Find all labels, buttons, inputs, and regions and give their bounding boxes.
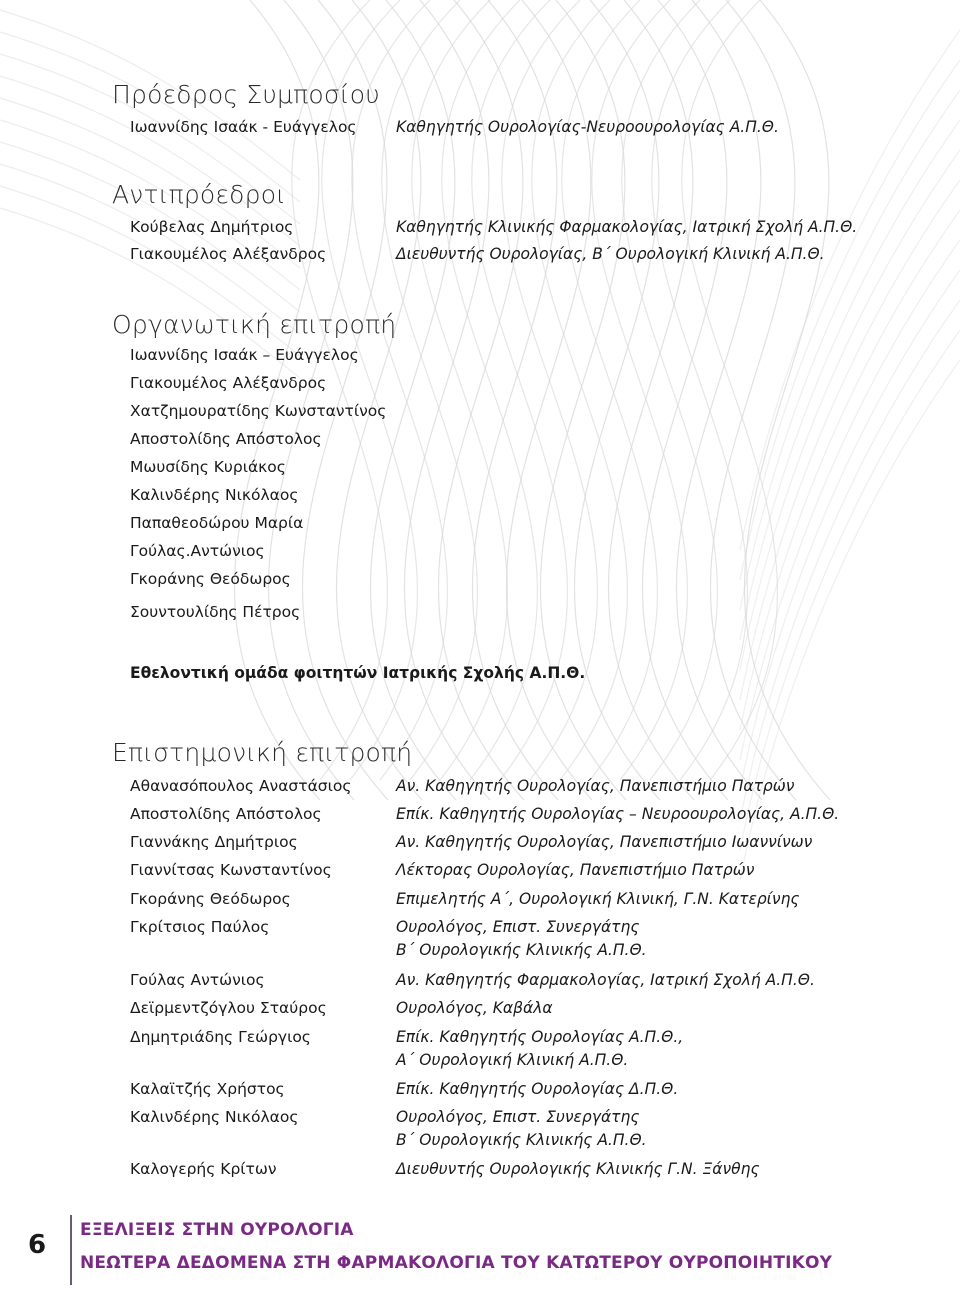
scientific-member-name: Καλινδέρης Νικόλαος — [130, 1108, 299, 1126]
scientific-member-title: Β΄ Ουρολογικής Κλινικής Α.Π.Θ. — [396, 941, 647, 959]
vice-president-title: Διευθυντής Ουρολογίας, Β΄ Ουρολογική Κλινική Α.Π.Θ. — [396, 245, 825, 263]
scientific-committee-heading: Επιστημονική επιτροπή — [112, 738, 413, 767]
scientific-member-name: Γιαννίτσας Κωνσταντίνος — [130, 861, 332, 879]
scientific-member-title: Επίκ. Καθηγητής Ουρολογίας Δ.Π.Θ. — [396, 1080, 679, 1098]
volunteer-team: Εθελοντική ομάδα φοιτητών Ιατρικής Σχολής Α.Π.Θ. — [130, 664, 586, 682]
organizing-member: Μωυσίδης Κυριάκος — [130, 458, 286, 476]
scientific-member-title: Επιμελητής Α΄, Ουρολογική Κλινική, Γ.Ν. Κατερίνης — [396, 890, 800, 908]
scientific-member-title: Διευθυντής Ουρολογικής Κλινικής Γ.Ν. Ξάνθης — [396, 1160, 760, 1178]
scientific-member-name: Γκοράνης Θεόδωρος — [130, 890, 291, 908]
president-heading: Πρόεδρος Συμποσίου — [112, 80, 380, 109]
organizing-member: Γιακουμέλος Αλέξανδρος — [130, 374, 327, 392]
organizing-member: Γκοράνης Θεόδωρος — [130, 570, 291, 588]
scientific-member-name: Αθανασόπουλος Αναστάσιος — [130, 777, 352, 795]
vice-president-name: Κούβελας Δημήτριος — [130, 218, 294, 236]
organizing-member: Γούλας.Αντώνιος — [130, 542, 265, 560]
scientific-member-title: Α΄ Ουρολογική Κλινική Α.Π.Θ. — [396, 1051, 629, 1069]
scientific-member-name: Γούλας Αντώνιος — [130, 971, 265, 989]
scientific-member-title: Β΄ Ουρολογικής Κλινικής Α.Π.Θ. — [396, 1131, 647, 1149]
scientific-member-name: Καλαϊτζής Χρήστος — [130, 1080, 285, 1098]
organizing-member: Σουντουλίδης Πέτρος — [130, 603, 301, 621]
page-number: 6 — [28, 1230, 47, 1260]
vice-president-title: Καθηγητής Κλινικής Φαρμακολογίας, Ιατρική Σχολή Α.Π.Θ. — [396, 218, 858, 236]
vice-presidents-heading: Αντιπρόεδροι — [112, 180, 287, 209]
scientific-member-name: Καλογερής Κρίτων — [130, 1160, 277, 1178]
scientific-member-name: Δεϊρμεντζόγλου Σταύρος — [130, 999, 327, 1017]
footer-divider — [70, 1215, 72, 1285]
scientific-member-title: Αν. Καθηγητής Φαρμακολογίας, Ιατρική Σχολή Α.Π.Θ. — [396, 971, 815, 989]
scientific-member-title: Αν. Καθηγητής Ουρολογίας, Πανεπιστήμιο Πατρών — [396, 777, 795, 795]
scientific-member-title: Ουρολόγος, Καβάλα — [396, 999, 553, 1017]
scientific-member-title: Ουρολόγος, Επιστ. Συνεργάτης — [396, 1108, 640, 1126]
organizing-member: Αποστολίδης Απόστολος — [130, 430, 322, 448]
scientific-member-name: Γιαννάκης Δημήτριος — [130, 833, 298, 851]
journal-title: ΕΞΕΛΙΞΕΙΣ ΣΤΗΝ ΟΥΡΟΛΟΓΙΑ — [80, 1220, 354, 1240]
issue-title: ΝΕΩΤΕΡΑ ΔΕΔΟΜΕΝΑ ΣΤΗ ΦΑΡΜΑΚΟΛΟΓΙΑ ΤΟΥ ΚΑΤΩΤΕΡΟΥ ΟΥΡΟΠΟΙΗΤΙΚΟΥ — [80, 1253, 833, 1273]
scientific-member-name: Αποστολίδης Απόστολος — [130, 805, 322, 823]
organizing-committee-heading: Οργανωτική επιτροπή — [112, 310, 397, 339]
organizing-member: Χατζημουρατίδης Κωνσταντίνος — [130, 402, 387, 420]
scientific-member-name: Δημητριάδης Γεώργιος — [130, 1028, 311, 1046]
scientific-member-title: Ουρολόγος, Επιστ. Συνεργάτης — [396, 918, 640, 936]
president-title: Καθηγητής Ουρολογίας-Νευροουρολογίας Α.Π.Θ. — [396, 118, 779, 136]
vice-president-name: Γιακουμέλος Αλέξανδρος — [130, 245, 327, 263]
scientific-member-title: Επίκ. Καθηγητής Ουρολογίας – Νευροουρολογίας, Α.Π.Θ. — [396, 805, 840, 823]
scientific-member-title: Λέκτορας Ουρολογίας, Πανεπιστήμιο Πατρών — [396, 861, 755, 879]
president-name: Ιωαννίδης Ισαάκ - Ευάγγελος — [130, 118, 357, 136]
scientific-member-title: Επίκ. Καθηγητής Ουρολογίας Α.Π.Θ., — [396, 1028, 684, 1046]
organizing-member: Παπαθεοδώρου Μαρία — [130, 514, 304, 532]
organizing-member: Ιωαννίδης Ισαάκ – Ευάγγελος — [130, 346, 359, 364]
scientific-member-name: Γκρίτσιος Παύλος — [130, 918, 270, 936]
organizing-member: Καλινδέρης Νικόλαος — [130, 486, 299, 504]
scientific-member-title: Αν. Καθηγητής Ουρολογίας, Πανεπιστήμιο Ιωαννίνων — [396, 833, 813, 851]
